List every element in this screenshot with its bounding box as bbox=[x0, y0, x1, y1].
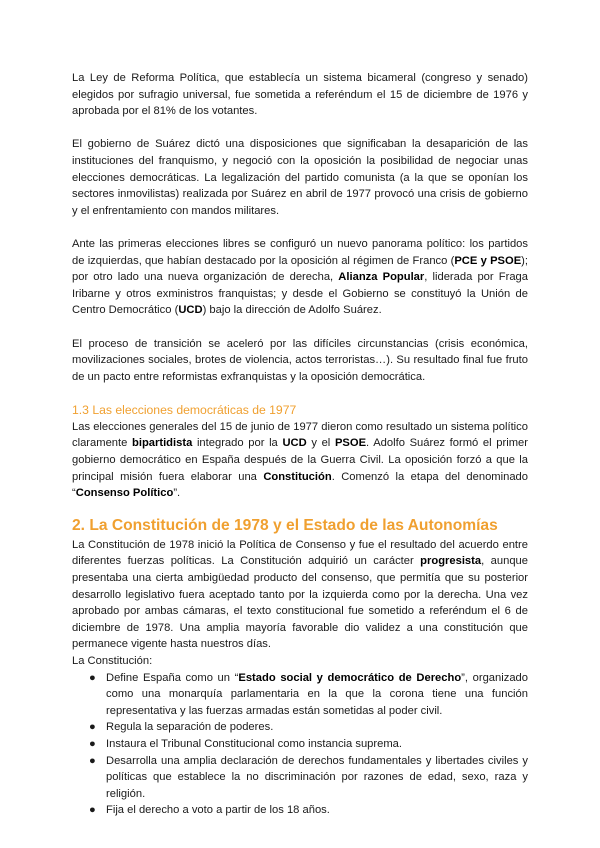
text-run: integrado por la bbox=[192, 437, 283, 450]
text-run: Ante las primeras elecciones libres se configuró un nuevo panorama político: los partidos de izquierdas, que habían destacado por la oposición al régimen de Franco ( bbox=[72, 237, 528, 267]
section-heading-constitucion: 2. La Constitución de 1978 y el Estado de las Autonomías bbox=[72, 516, 498, 534]
bold-run: PCE y PSOE bbox=[454, 254, 522, 267]
text-run: El gobierno de Suárez dictó una disposiciones que significaban la desaparición de las instituciones del franquismo, y negoció con la oposición la posibilidad de negociar unas elecciones democráticas. La legalización del partido comunista (a la que se oponían los sectores inmovilistas) realizada por Suárez en abril de 1977 provocó una crisis de gobierno y el enfrentamiento con mandos militares. bbox=[72, 138, 528, 217]
text-run: La Ley de Reforma Política, que establecía un sistema bicameral (congreso y senado) elegidos por sufragio universal, fue sometida a referéndum el 15 de diciembre de 1976 y aprobada por el 81% de los votantes. bbox=[72, 72, 528, 118]
text-run: , aunque presentaba una cierta ambigüedad producto del consenso, que permitía que su posterior desarrollo legislativo fuera aceptado tanto por la izquierda como por la derecha. Una vez aprobado por ambas cámaras, el texto constitucional fue sometido a referéndum el 6 de diciembre de 1978. Una amplia mayoría favorable dio validez a una constitución que permanece vigente hasta nuestros días. bbox=[72, 555, 528, 651]
bullet-icon: ● bbox=[89, 737, 96, 750]
bullet-icon: ● bbox=[89, 754, 96, 767]
text-run: , liderada por Fraga Iribarne y otros exministros franquistas; y desde el Gobierno se constituyó la Unión de Centro Democrático ( bbox=[72, 271, 528, 317]
text-run: ) bajo la dirección de Adolfo Suárez. bbox=[202, 304, 382, 317]
paragraph-gobierno-suarez bbox=[72, 136, 528, 219]
bullet-icon: ● bbox=[89, 804, 96, 817]
text-run: Instaura el Tribunal Constitucional como instancia suprema. bbox=[106, 737, 402, 750]
bullet-icon: ● bbox=[89, 671, 96, 684]
list-item bbox=[72, 753, 528, 803]
text-run: ); por otro lado una nueva organización de derecha, bbox=[72, 254, 529, 284]
list-item bbox=[72, 736, 528, 753]
section-heading-elecciones: 1.3 Las elecciones democráticas de 1977 bbox=[72, 402, 297, 417]
text-run: Regula la separación de poderes. bbox=[106, 721, 274, 734]
bold-run: bipartidista bbox=[132, 437, 193, 450]
list-item bbox=[72, 670, 528, 720]
paragraph-constitucion-1978 bbox=[72, 537, 528, 653]
text-run: Las elecciones generales del 15 de junio de 1977 dieron como resultado un sistema político claramente bbox=[72, 420, 528, 450]
text-run: La Constitución de 1978 inició la Política de Consenso y fue el resultado del acuerdo entre diferentes fuerzas políticas. La Constitución adquirió un carácter bbox=[72, 538, 528, 568]
text-run: ”, organizado como una monarquía parlamentaria en la que la corona tiene una función representativa y las fuerzas armadas están sometidas al poder civil. bbox=[106, 671, 528, 717]
bold-run: PSOE bbox=[334, 437, 367, 450]
paragraph-transicion bbox=[72, 336, 528, 386]
list-item bbox=[72, 719, 528, 736]
list-item bbox=[72, 802, 528, 819]
bold-run: Constitución bbox=[263, 470, 332, 483]
text-run: ”. bbox=[173, 487, 181, 500]
bold-run: UCD bbox=[282, 437, 307, 450]
bold-run: Estado social y democrático de Derecho bbox=[238, 671, 462, 684]
constitution-features-list bbox=[72, 670, 528, 819]
bullet-icon: ● bbox=[89, 721, 96, 734]
paragraph-elecciones-1977 bbox=[72, 419, 528, 502]
text-run: . Adolfo Suárez formó el primer gobierno democrático en España después de la Guerra Civil. La oposición forzó a que la principal misión fuera elaborar una bbox=[72, 437, 528, 483]
text-run: El proceso de transición se aceleró por las difíciles circunstancias (crisis económica, movilizaciones sociales, brotes de violencia, actos terroristas…). Su resultado final fue fruto de un pacto entre reformistas exfranquistas y la oposición democrática. bbox=[72, 337, 528, 383]
paragraph-reforma bbox=[72, 70, 528, 120]
text-run: Define España como un “ bbox=[106, 671, 239, 684]
paragraph-la-constitucion: La Constitución: bbox=[72, 655, 153, 667]
text-run: Desarrolla una amplia declaración de derechos fundamentales y libertades civiles y políticas que establece la no discriminación por razones de edad, sexo, raza y religión. bbox=[106, 754, 528, 800]
text-run: y el bbox=[306, 437, 335, 450]
bold-run: UCD bbox=[178, 304, 203, 317]
bold-run: Consenso Político bbox=[75, 487, 174, 500]
paragraph-panorama-politico bbox=[72, 236, 528, 319]
text-run: . Comenzó la etapa del denominado “ bbox=[72, 470, 528, 500]
bold-run: Alianza Popular bbox=[338, 271, 425, 284]
bold-run: progresista bbox=[420, 555, 482, 568]
text-run: Fija el derecho a voto a partir de los 18 años. bbox=[106, 804, 330, 817]
